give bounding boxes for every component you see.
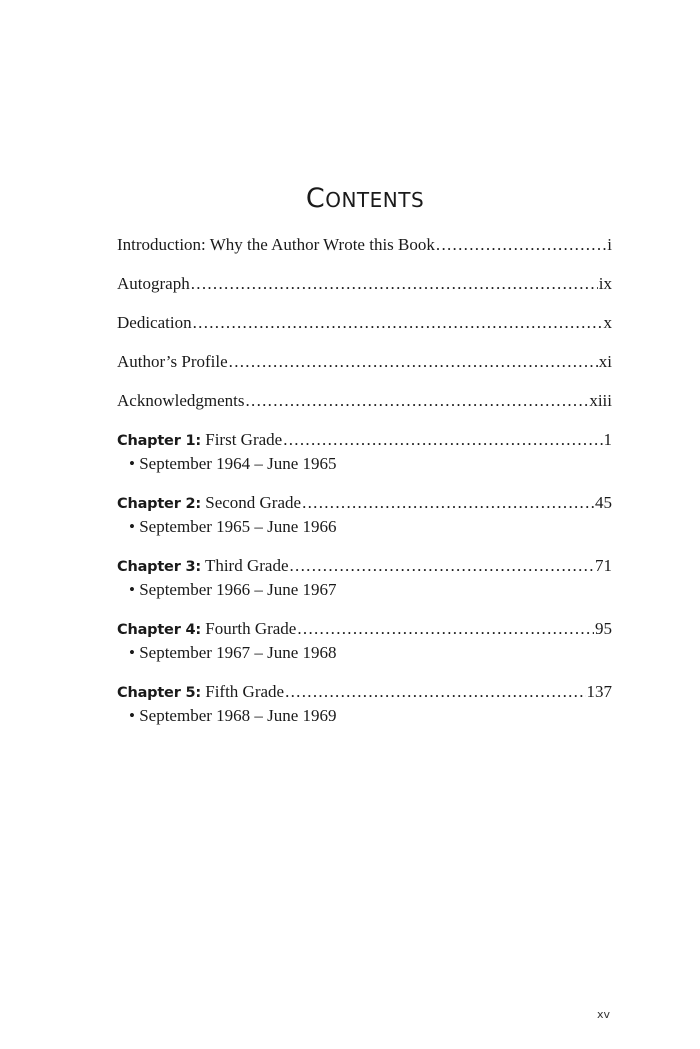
- chapter-date-range: • September 1964 – June 1965: [129, 454, 337, 473]
- entry-page: 137: [586, 682, 612, 701]
- chapter-title: Second Grade: [205, 493, 302, 512]
- toc-chapter-4: [117, 617, 612, 665]
- dot-leader: [302, 491, 594, 515]
- dot-leader: [193, 311, 603, 335]
- chapter-entry[interactable]: [117, 428, 612, 452]
- chapter-prefix: Chapter 4:: [117, 622, 201, 638]
- entry-page: x: [603, 313, 612, 332]
- dot-leader: [245, 389, 588, 413]
- toc-chapter-2: [117, 491, 612, 539]
- chapter-prefix: Chapter 3:: [117, 559, 201, 575]
- toc-chapter-5: [117, 680, 612, 728]
- chapter-prefix: Chapter 5:: [117, 685, 201, 701]
- chapter-prefix: Chapter 2:: [117, 496, 201, 512]
- entry-label: Author’s Profile: [117, 352, 228, 371]
- toc-entry-autograph[interactable]: [117, 272, 612, 296]
- toc-entry-authors-profile[interactable]: [117, 350, 612, 374]
- chapter-entry[interactable]: [117, 680, 612, 704]
- entry-label: Dedication: [117, 313, 192, 332]
- entry-page: 95: [595, 619, 612, 638]
- table-of-contents: [117, 233, 612, 743]
- entry-page: xi: [598, 352, 612, 371]
- chapter-entry[interactable]: [117, 554, 612, 578]
- chapter-title: Third Grade: [204, 556, 289, 575]
- page-title: [0, 177, 700, 215]
- dot-leader: [229, 350, 598, 374]
- toc-entry-dedication[interactable]: [117, 311, 612, 335]
- dot-leader: [283, 428, 602, 452]
- chapter-date-range: • September 1967 – June 1968: [129, 643, 337, 662]
- entry-label: Introduction: Why the Author Wrote this Book: [117, 235, 435, 254]
- chapter-title: Fifth Grade: [205, 682, 285, 701]
- dot-leader: [297, 617, 594, 641]
- toc-entry-acknowledgments[interactable]: [117, 389, 612, 413]
- dot-leader: [436, 233, 606, 257]
- entry-page: 71: [595, 556, 612, 575]
- entry-page: xiii: [589, 391, 612, 410]
- toc-entry-introduction[interactable]: [117, 233, 612, 257]
- dot-leader: [285, 680, 585, 704]
- chapter-title: First Grade: [205, 430, 283, 449]
- page-number: xv: [597, 1008, 611, 1021]
- title-initial: C: [305, 183, 326, 215]
- chapter-date-range: • September 1965 – June 1966: [129, 517, 337, 536]
- entry-label: Autograph: [117, 274, 190, 293]
- chapter-prefix: Chapter 1:: [117, 433, 201, 449]
- dot-leader: [290, 554, 595, 578]
- entry-page: 45: [595, 493, 612, 512]
- chapter-entry[interactable]: [117, 617, 612, 641]
- chapter-date-range: • September 1966 – June 1967: [129, 580, 337, 599]
- chapter-title: Fourth Grade: [205, 619, 297, 638]
- entry-page: ix: [598, 274, 612, 293]
- title-rest: ONTENTS: [325, 188, 425, 213]
- dot-leader: [191, 272, 598, 296]
- toc-chapter-1: [117, 428, 612, 476]
- entry-page: 1: [603, 430, 612, 449]
- toc-chapter-3: [117, 554, 612, 602]
- chapter-entry[interactable]: [117, 491, 612, 515]
- entry-page: i: [607, 235, 612, 254]
- entry-label: Acknowledgments: [117, 391, 245, 410]
- chapter-date-range: • September 1968 – June 1969: [129, 706, 337, 725]
